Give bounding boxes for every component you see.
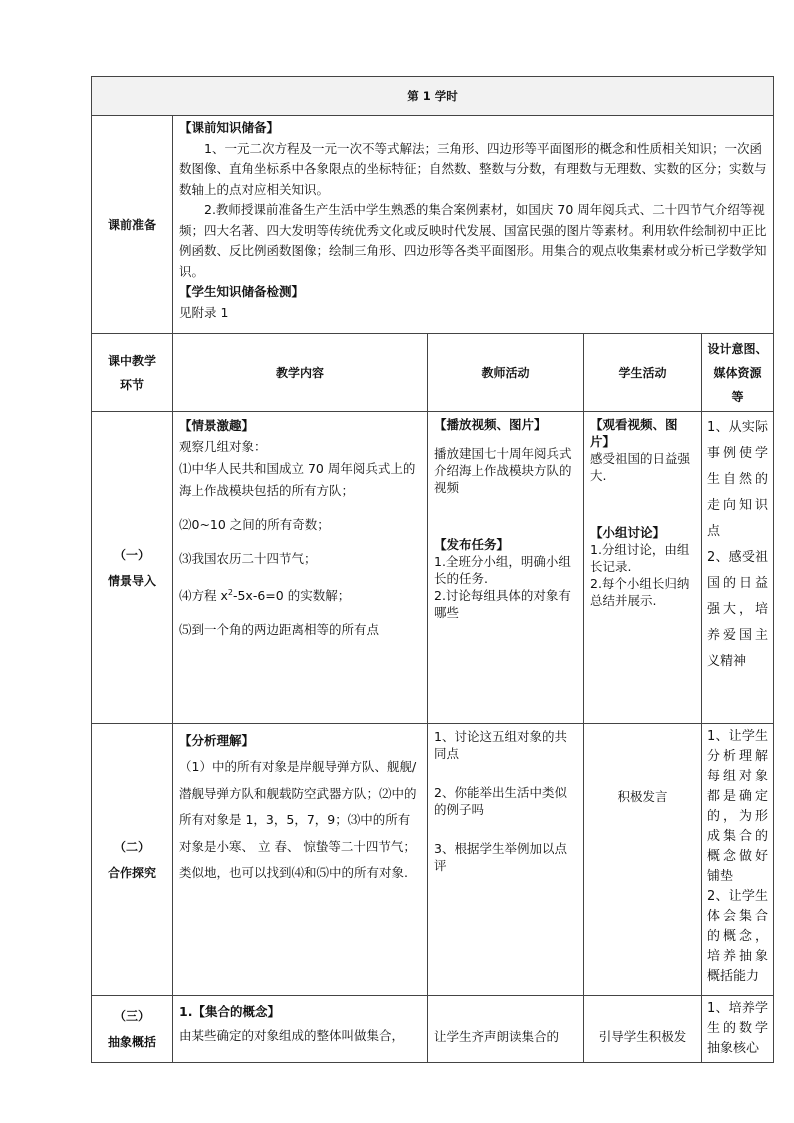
prep-content — [173, 116, 774, 334]
stage-1-teacher — [428, 412, 584, 724]
stage-1-student-text3: 2.每个小组长归纳总结并展示. — [590, 576, 690, 608]
stage-1-item-2: ⑵0~10 之间的所有奇数； — [179, 517, 330, 532]
stage-row-1 — [92, 412, 774, 724]
stage-2-content-text2: 类似地，也可以找到⑷和⑸中的所有对象. — [179, 865, 408, 880]
stage-1-content-head: 【情景激趣】 — [179, 418, 255, 433]
stage-2-content — [173, 724, 428, 996]
stage-2-num: （二） — [113, 839, 150, 854]
stage-2-teacher-text1: 1、讨论这五组对象的共同点 — [434, 729, 567, 761]
stage-2-student-text: 积极发言 — [617, 789, 668, 804]
header-design-line1: 设计意图、 — [707, 341, 768, 356]
stage-2-design — [702, 724, 774, 996]
stage-1-teacher-text1: 播放建国七十周年阅兵式介绍海上作战模块方队的视频 — [434, 446, 572, 495]
stage-3-content-head: 1.【集合的概念】 — [179, 1004, 280, 1019]
header-teacher: 教师活动 — [428, 334, 584, 412]
prep-appendix: 见附录 1 — [179, 304, 229, 320]
stage-1-content — [173, 412, 428, 724]
prep-para2: 2.教师授课前准备生产生活中学生熟悉的集合案例素材，如国庆 70 周年阅兵式、二十四节气介绍等视频；四大名著、四大发明等传统优秀文化或反映时代发展、国富民强的图片等素材。利用软件绘制初中正比例函数、反比例函数图像；绘制三角形、四边形等各类平面图形。用集合的观点收集素材或分析已学数学知识。 — [179, 202, 767, 279]
title-row — [92, 77, 774, 116]
prep-section1-head: 【课前知识储备】 — [179, 120, 280, 135]
header-stage — [92, 334, 173, 412]
header-student: 学生活动 — [584, 334, 702, 412]
stage-2-name: 合作探究 — [107, 865, 156, 880]
header-content: 教学内容 — [173, 334, 428, 412]
stage-3-teacher-text: 让学生齐声朗读集合的 — [434, 1028, 560, 1044]
lesson-plan-table — [91, 76, 774, 1063]
stage-1-student-head1: 【观看视频、图片】 — [590, 417, 678, 449]
header-stage-line1: 课中教学 — [107, 353, 156, 368]
prep-label: 课前准备 — [92, 116, 173, 334]
stage-3-student-text: 引导学生积极发 — [598, 1028, 687, 1044]
stage-1-num: （一） — [113, 547, 150, 562]
stage-1-student — [584, 412, 702, 724]
stage-1-design — [702, 412, 774, 724]
prep-section2-head: 【学生知识储备检测】 — [179, 284, 305, 299]
stage-2-teacher-text3: 3、根据学生举例加以点评 — [434, 841, 567, 873]
stage-2-teacher — [428, 724, 584, 996]
stage-1-item-5: ⑸到一个角的两边距离相等的所有点 — [179, 622, 380, 638]
stage-1-teacher-head2: 【发布任务】 — [434, 537, 510, 552]
header-design — [702, 334, 774, 412]
stage-3-design-text: 1、培养学生的数学抽象核心 — [707, 1001, 769, 1056]
stage-3-teacher — [428, 996, 584, 1063]
prep-para1: 1、一元二次方程及一元一次不等式解法；三角形、四边形等平面图形的概念和性质相关知识；一次函数图像、直角坐标系中各象限点的坐标特征；自然数、整数与分数，有理数与无理数、实数的区分；实数与数轴上的点对应相关知识。 — [179, 140, 767, 197]
stage-2-teacher-text2: 2、你能举出生活中类似的例子吗 — [434, 785, 567, 817]
header-design-line3: 等 — [731, 389, 744, 404]
stage-row-3 — [92, 996, 774, 1063]
stage-3-design — [702, 996, 774, 1063]
header-design-line2: 媒体资源 — [713, 365, 762, 380]
header-row — [92, 334, 774, 412]
stage-2-design-text1: 1、让学生分析理解每组对象都是确定的，为形成集合的概念做好铺垫 — [707, 729, 769, 884]
stage-3-label — [92, 996, 173, 1063]
stage-1-teacher-text3: 2.讨论每组具体的对象有哪些 — [434, 588, 571, 620]
stage-1-item-4: ⑷方程 $x^2-5x-6=0$ 的实数解； — [179, 588, 351, 604]
stage-1-content-intro: 观察几组对象： — [179, 439, 267, 454]
stage-1-item-3: ⑶我国农历二十四节气； — [179, 551, 317, 566]
stage-3-content — [173, 996, 428, 1063]
stage-2-content-text1: （1）中的所有对象是岸舰导弹方队、舰舰/潜舰导弹方队和舰载防空武器方队；⑵中的所有对象是 1，3，5，7，9；⑶中的所有对象是小寒、 立 春、 惊蛰等二十四节气； — [179, 759, 417, 854]
stage-1-design-text1: 1、从实际事例使学生自然的走向知识点 — [707, 420, 769, 539]
stage-1-label — [92, 412, 173, 724]
stage-2-design-text2: 2、让学生体会集合的概念，培养抽象概括能力 — [707, 889, 769, 984]
stage-1-student-text2: 1.分组讨论，由组长记录. — [590, 542, 690, 574]
stage-3-name: 抽象概括 — [107, 1035, 156, 1049]
lesson-title: 第 1 学时 — [92, 77, 774, 116]
stage-1-teacher-text2: 1.全班分小组，明确小组长的任务. — [434, 554, 571, 586]
stage-2-label — [92, 724, 173, 996]
stage-1-student-text1: 感受祖国的日益强大. — [590, 451, 691, 483]
stage-1-student-head2: 【小组讨论】 — [590, 525, 666, 540]
stage-1-design-text2: 2、感受祖国的日益强大，培养爱国主义精神 — [707, 550, 769, 669]
stage-1-item-1: ⑴中华人民共和国成立 70 周年阅兵式上的海上作战模块包括的所有方队； — [179, 461, 416, 498]
stage-1-teacher-head1: 【播放视频、图片】 — [434, 417, 547, 432]
stage-row-2 — [92, 724, 774, 996]
stage-3-content-text: 由某些确定的对象组成的整体叫做集合， — [179, 1028, 405, 1043]
stage-1-name: 情景导入 — [107, 573, 156, 588]
header-stage-line2: 环节 — [119, 377, 144, 392]
stage-2-student — [584, 724, 702, 996]
stage-2-content-head: 【分析理解】 — [179, 733, 255, 748]
stage-3-student — [584, 996, 702, 1063]
prep-row — [92, 116, 774, 334]
stage-3-num: （三） — [113, 1009, 150, 1023]
